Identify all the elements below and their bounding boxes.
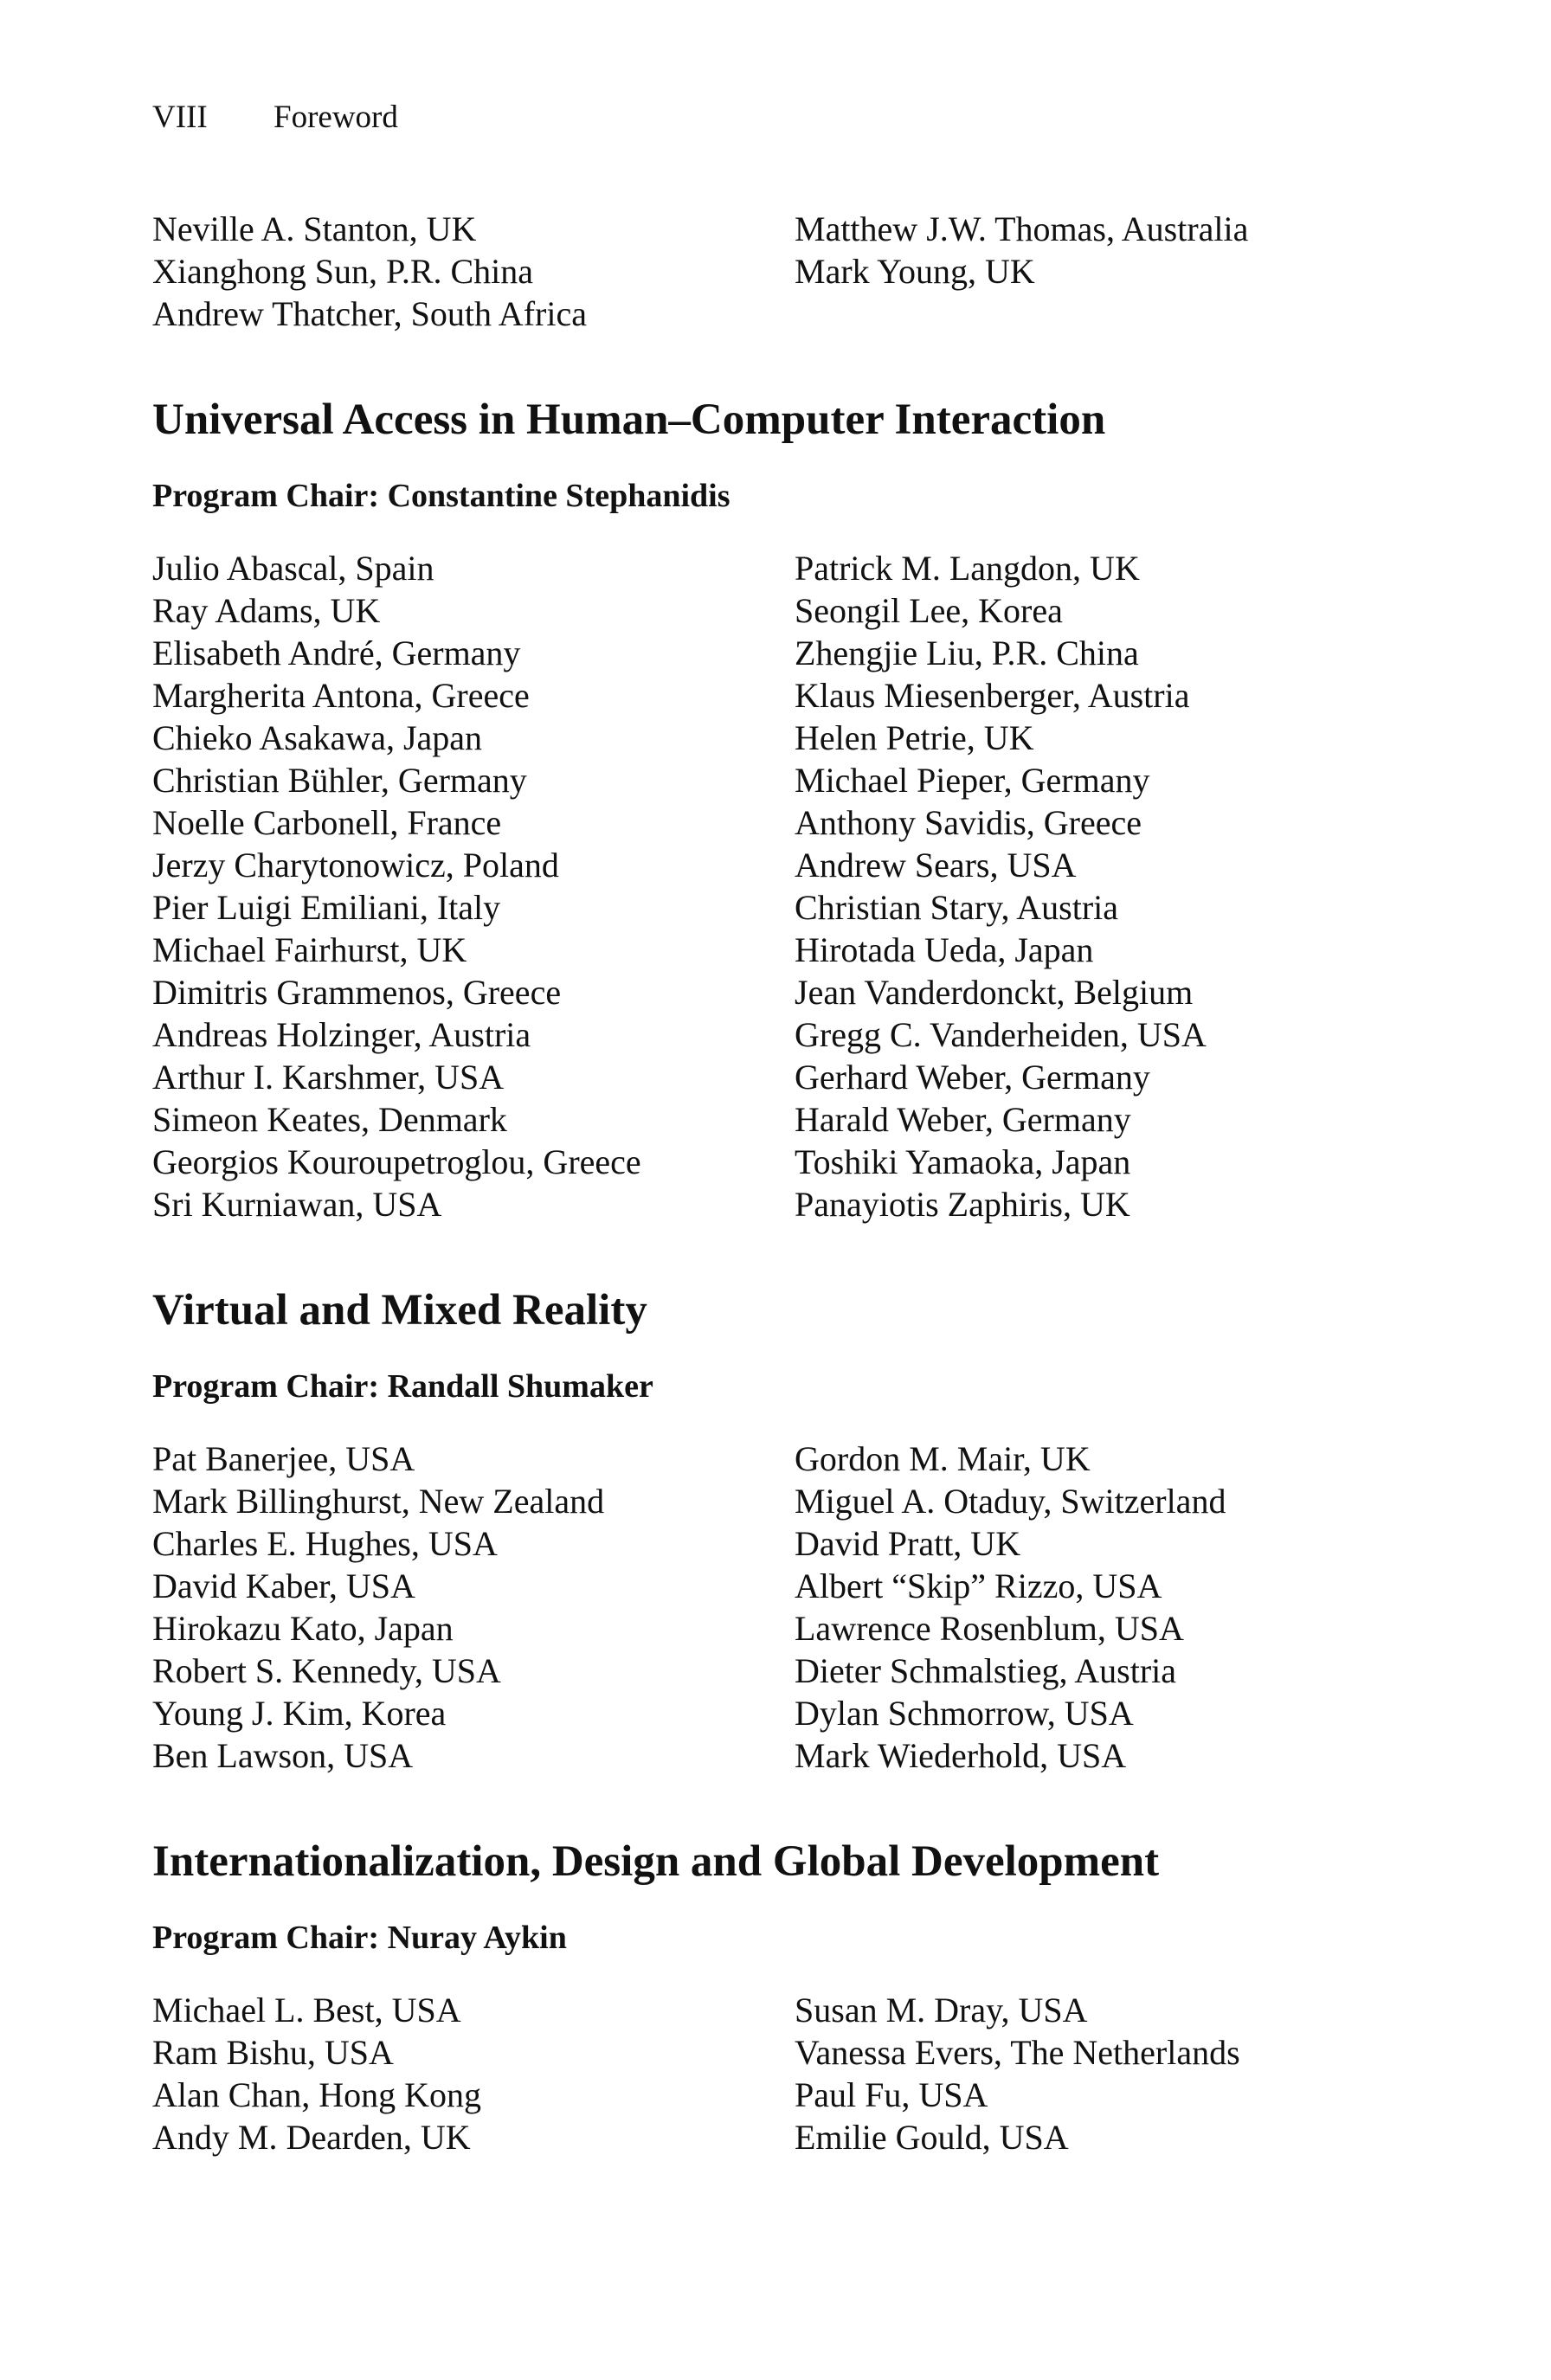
committee-member: Christian Bühler, Germany bbox=[152, 761, 527, 800]
running-header bbox=[152, 97, 1364, 138]
committee-list bbox=[152, 547, 1364, 1225]
program-chair: Program Chair: Constantine Stephanidis bbox=[152, 478, 730, 514]
intro-left-column bbox=[152, 208, 795, 335]
committee-member: Miguel A. Otaduy, Switzerland bbox=[795, 1482, 1226, 1521]
running-title: Foreword bbox=[274, 100, 398, 135]
committee-member: Lawrence Rosenblum, USA bbox=[795, 1609, 1184, 1648]
section-virtual-mixed-reality bbox=[152, 1284, 1364, 1777]
committee-member: Gordon M. Mair, UK bbox=[795, 1439, 1091, 1478]
committee-member: Panayiotis Zaphiris, UK bbox=[795, 1185, 1130, 1224]
committee-member: Xianghong Sun, P.R. China bbox=[152, 252, 534, 291]
committee-member: Christian Stary, Austria bbox=[795, 888, 1119, 927]
committee-member: Ram Bishu, USA bbox=[152, 2033, 394, 2072]
committee-member: Neville A. Stanton, UK bbox=[152, 209, 477, 248]
section-title: Internationalization, Design and Global Development bbox=[152, 1837, 1160, 1886]
committee-member: Simeon Keates, Denmark bbox=[152, 1100, 507, 1139]
committee-member: Julio Abascal, Spain bbox=[152, 549, 434, 588]
section-title: Virtual and Mixed Reality bbox=[152, 1286, 647, 1335]
committee-member: Andrew Sears, USA bbox=[795, 846, 1077, 884]
committee-member: Noelle Carbonell, France bbox=[152, 803, 502, 842]
committee-member: Harald Weber, Germany bbox=[795, 1100, 1131, 1139]
section-universal-access bbox=[152, 394, 1364, 1225]
committee-member: Mark Billinghurst, New Zealand bbox=[152, 1482, 605, 1521]
right-column bbox=[795, 1438, 1364, 1777]
committee-member: Margherita Antona, Greece bbox=[152, 676, 530, 715]
committee-member: Elisabeth André, Germany bbox=[152, 634, 521, 672]
committee-member: Sri Kurniawan, USA bbox=[152, 1185, 442, 1224]
committee-member: David Kaber, USA bbox=[152, 1566, 415, 1605]
committee-member: Matthew J.W. Thomas, Australia bbox=[795, 209, 1249, 248]
right-column bbox=[795, 547, 1364, 1225]
committee-member: Emilie Gould, USA bbox=[795, 2118, 1069, 2157]
left-column bbox=[152, 1438, 795, 1777]
committee-member: Hirotada Ueda, Japan bbox=[795, 930, 1094, 969]
page-number: VIII bbox=[152, 100, 208, 135]
committee-member: Georgios Kouroupetroglou, Greece bbox=[152, 1142, 641, 1181]
committee-member: Gerhard Weber, Germany bbox=[795, 1058, 1150, 1097]
committee-member: Mark Wiederhold, USA bbox=[795, 1736, 1127, 1775]
committee-member: Toshiki Yamaoka, Japan bbox=[795, 1142, 1131, 1181]
committee-member: Ray Adams, UK bbox=[152, 591, 381, 630]
committee-member: Helen Petrie, UK bbox=[795, 718, 1034, 757]
committee-member: Robert S. Kennedy, USA bbox=[152, 1651, 501, 1690]
committee-member: Vanessa Evers, The Netherlands bbox=[795, 2033, 1240, 2072]
committee-member: Ben Lawson, USA bbox=[152, 1736, 414, 1775]
intro-right-column bbox=[795, 208, 1364, 335]
committee-member: Young J. Kim, Korea bbox=[152, 1694, 447, 1733]
committee-member: Hirokazu Kato, Japan bbox=[152, 1609, 454, 1648]
committee-member: Zhengjie Liu, P.R. China bbox=[795, 634, 1139, 672]
committee-member: Dimitris Grammenos, Greece bbox=[152, 973, 562, 1012]
committee-member: Dylan Schmorrow, USA bbox=[795, 1694, 1134, 1733]
committee-member: Anthony Savidis, Greece bbox=[795, 803, 1142, 842]
program-chair: Program Chair: Randall Shumaker bbox=[152, 1368, 653, 1405]
section-internationalization bbox=[152, 1836, 1364, 2158]
committee-list bbox=[152, 1989, 1364, 2158]
committee-member: Pat Banerjee, USA bbox=[152, 1439, 415, 1478]
committee-member: Alan Chan, Hong Kong bbox=[152, 2075, 481, 2114]
committee-member: Gregg C. Vanderheiden, USA bbox=[795, 1015, 1207, 1054]
committee-member: Paul Fu, USA bbox=[795, 2075, 988, 2114]
committee-member: Mark Young, UK bbox=[795, 252, 1035, 291]
left-column bbox=[152, 547, 795, 1225]
committee-member: Dieter Schmalstieg, Austria bbox=[795, 1651, 1177, 1690]
committee-member: David Pratt, UK bbox=[795, 1524, 1021, 1563]
committee-member: Jerzy Charytonowicz, Poland bbox=[152, 846, 559, 884]
committee-member: Seongil Lee, Korea bbox=[795, 591, 1063, 630]
section-title: Universal Access in Human–Computer Interaction bbox=[152, 396, 1106, 444]
document-page bbox=[152, 97, 1364, 2158]
program-chair: Program Chair: Nuray Aykin bbox=[152, 1920, 567, 1956]
committee-member: Charles E. Hughes, USA bbox=[152, 1524, 498, 1563]
left-column bbox=[152, 1989, 795, 2158]
right-column bbox=[795, 1989, 1364, 2158]
committee-member: Michael Fairhurst, UK bbox=[152, 930, 467, 969]
committee-member: Chieko Asakawa, Japan bbox=[152, 718, 483, 757]
committee-member: Klaus Miesenberger, Austria bbox=[795, 676, 1190, 715]
committee-member: Albert “Skip” Rizzo, USA bbox=[795, 1566, 1162, 1605]
committee-member: Pier Luigi Emiliani, Italy bbox=[152, 888, 501, 927]
committee-member: Michael Pieper, Germany bbox=[795, 761, 1150, 800]
committee-member: Andreas Holzinger, Austria bbox=[152, 1015, 531, 1054]
committee-member: Jean Vanderdonckt, Belgium bbox=[795, 973, 1194, 1012]
committee-member: Arthur I. Karshmer, USA bbox=[152, 1058, 505, 1097]
committee-member: Patrick M. Langdon, UK bbox=[795, 549, 1140, 588]
committee-member: Andrew Thatcher, South Africa bbox=[152, 294, 587, 333]
intro-committee-list bbox=[152, 208, 1364, 335]
committee-member: Susan M. Dray, USA bbox=[795, 1991, 1088, 2029]
committee-member: Michael L. Best, USA bbox=[152, 1991, 461, 2029]
committee-list bbox=[152, 1438, 1364, 1777]
committee-member: Andy M. Dearden, UK bbox=[152, 2118, 471, 2157]
